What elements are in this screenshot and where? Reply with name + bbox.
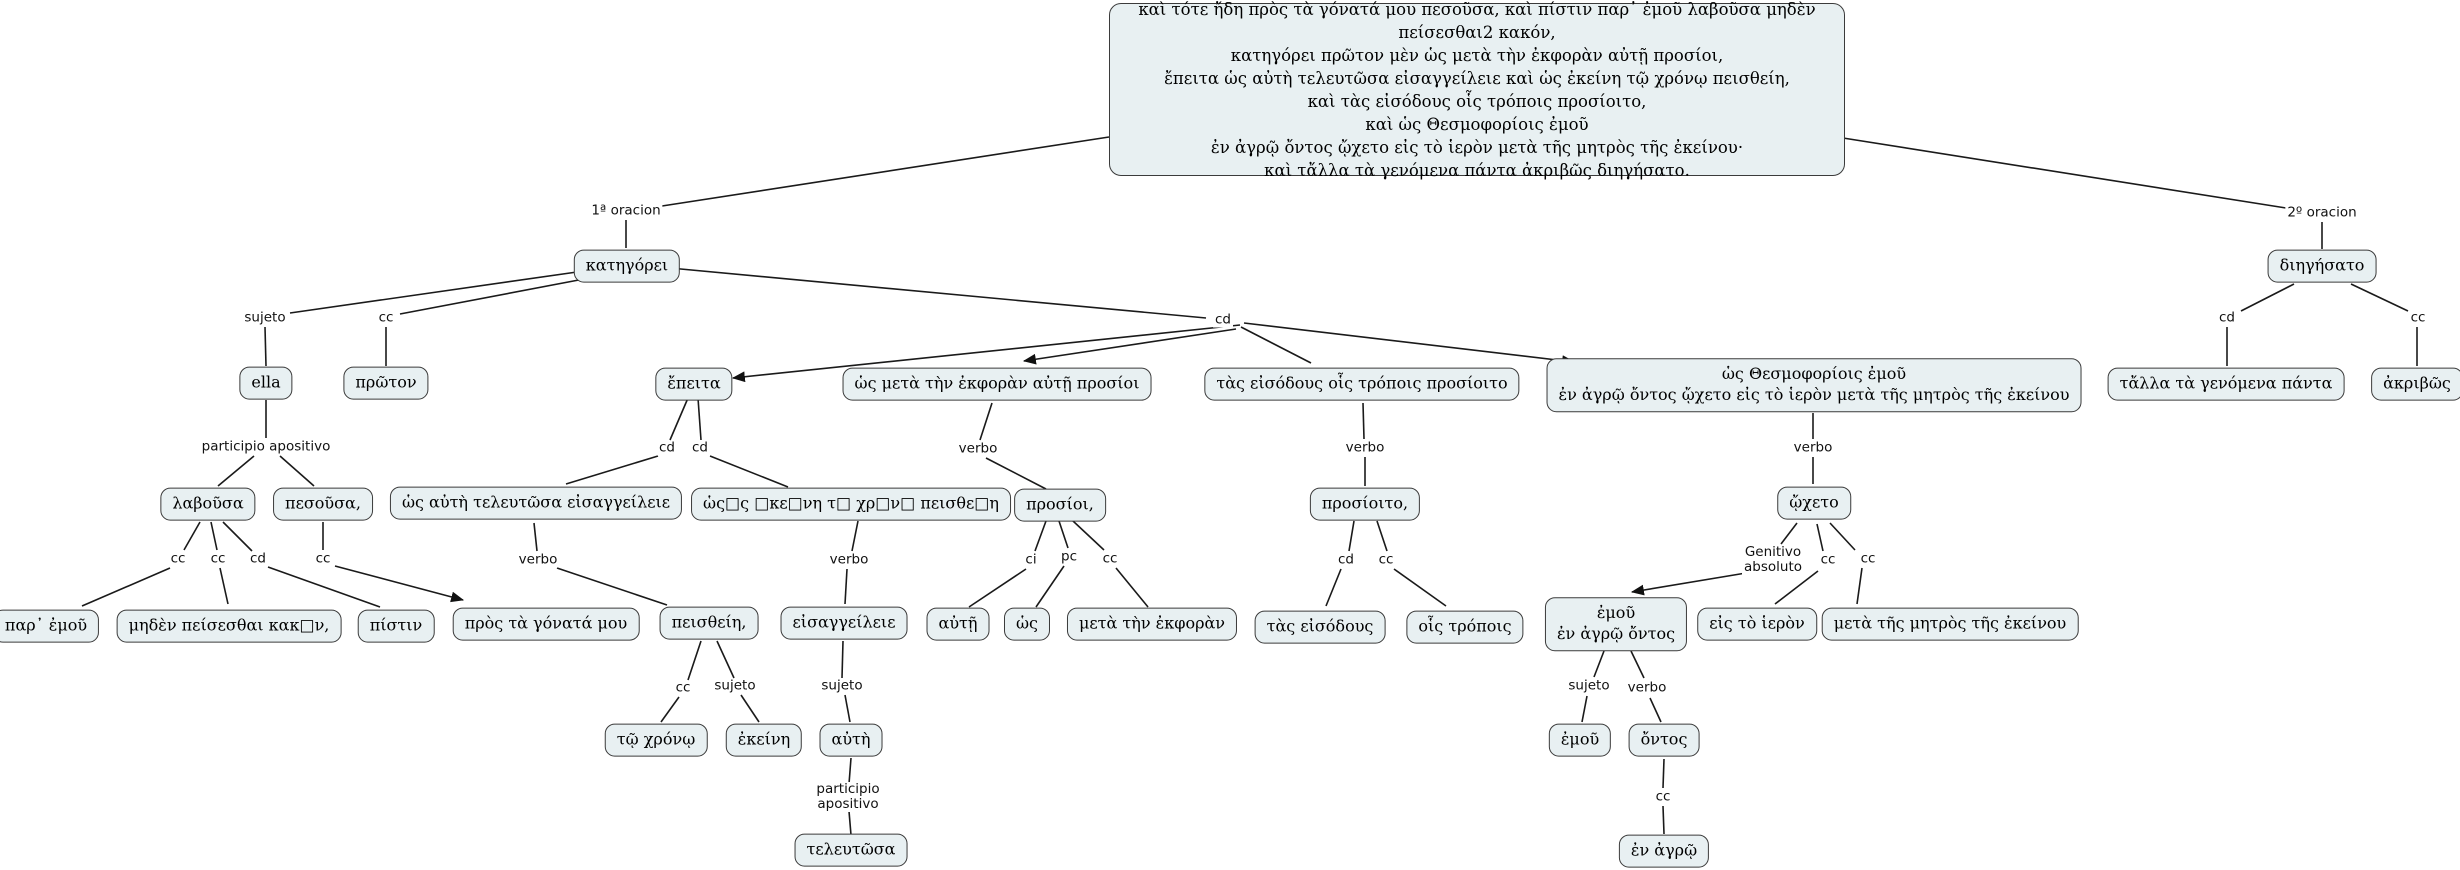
link-label-verbo[interactable]: verbo [1793, 439, 1833, 456]
node-ontos[interactable]: ὄντος [1629, 724, 1700, 757]
link-label-cd[interactable]: cd [659, 439, 675, 456]
link-label-cc[interactable]: cc [675, 679, 691, 696]
sentence-line: καὶ τότε ἤδη πρὸς τὰ γόνατά μου πεσοῦσα, καὶ πίστιν παρ᾽ ἐμοῦ λαβοῦσα μηδὲν πείσεσθαι2 κακόν, [1138, 0, 1816, 42]
link-label-sujeto[interactable]: sujeto [714, 677, 756, 694]
link-label-oracion1[interactable]: 1ª oracion [591, 202, 661, 219]
node-ekeine[interactable]: ἐκείνη [726, 724, 802, 757]
node-thesmophoria-clause[interactable] [1547, 358, 2082, 412]
node-meden-peisesthai[interactable]: μηδὲν πείσεσθαι κακ□ν, [117, 610, 342, 643]
link-label-cc[interactable]: cc [1860, 550, 1876, 567]
node-hos-meta-clause[interactable]: ὡς μετὰ τὴν ἐκφορὰν αὐτῇ προσίοι [843, 368, 1152, 401]
node-meta-ten-ekphoran[interactable]: μετὰ τὴν ἐκφορὰν [1067, 608, 1237, 641]
node-hois-tropois[interactable]: οἷς τρόποις [1406, 611, 1523, 644]
node-prosioito[interactable]: προσίοιτο, [1310, 488, 1420, 521]
link-label-verbo[interactable]: verbo [958, 440, 998, 457]
link-label-participio-apositivo[interactable] [814, 782, 881, 812]
link-label-verbo[interactable]: verbo [829, 551, 869, 568]
label-line: Genitivo [1744, 544, 1802, 560]
node-meta-tes-metros[interactable]: μετὰ τῆς μητρὸς τῆς ἐκείνου [1822, 608, 2079, 641]
node-ocheto[interactable]: ᾤχετο [1777, 487, 1851, 520]
link-label-sujeto[interactable]: sujeto [244, 309, 286, 326]
link-label-pc[interactable]: pc [1061, 548, 1077, 565]
node-hos[interactable]: ὡς [1004, 608, 1050, 641]
link-label-verbo[interactable]: verbo [1345, 439, 1385, 456]
node-proton[interactable]: πρῶτον [343, 367, 428, 400]
link-label-cd[interactable]: cd [250, 550, 266, 567]
node-en-agro[interactable]: ἐν ἀγρῷ [1619, 835, 1709, 868]
link-label-cc[interactable]: cc [1102, 550, 1118, 567]
node-par-emou[interactable]: παρ᾽ ἐμοῦ [0, 610, 99, 643]
link-label-cc[interactable]: cc [210, 550, 226, 567]
node-aute[interactable]: αὐτὴ [820, 724, 883, 757]
node-line: ἐν ἀγρῷ ὄντος [1556, 624, 1676, 643]
link-label-cc[interactable]: cc [1655, 788, 1671, 805]
node-pesousa[interactable]: πεσοῦσα, [273, 488, 373, 521]
node-diegesato[interactable]: διηγήσατο [2268, 250, 2377, 283]
node-tas-eisodous-clause[interactable]: τὰς εἰσόδους οἷς τρόποις προσίοιτο [1204, 368, 1519, 401]
sentence-line: κατηγόρει πρῶτον μὲν ὡς μετὰ τὴν ἐκφορὰν αὐτῇ προσίοι, [1230, 45, 1724, 65]
node-emou-en-agro[interactable] [1545, 597, 1687, 651]
link-label-verbo[interactable]: verbo [518, 551, 558, 568]
node-emou[interactable]: ἐμοῦ [1549, 724, 1611, 757]
sentence-line: ἔπειτα ὡς αὐτὴ τελευτῶσα εἰσαγγείλειε καὶ ὡς ἐκείνη τῷ χρόνῳ πεισθείη, [1164, 68, 1790, 88]
node-katigorei[interactable]: κατηγόρει [574, 250, 680, 283]
link-label-participio-apositivo[interactable]: participio apositivo [201, 438, 331, 455]
link-label-cd[interactable]: cd [2219, 309, 2235, 326]
node-epeita[interactable]: ἔπειτα [655, 368, 732, 401]
node-sentence-box[interactable] [1109, 0, 1845, 180]
link-label-sujeto[interactable]: sujeto [1568, 677, 1610, 694]
link-label-cc[interactable]: cc [2410, 309, 2426, 326]
node-hos-ekeine-clause[interactable]: ὡς□ς □κε□νη τ□ χρ□ν□ πεισθε□η [691, 488, 1011, 521]
node-tas-eisodous[interactable]: τὰς εἰσόδους [1255, 611, 1386, 644]
link-label-verbo[interactable]: verbo [1627, 679, 1667, 696]
sentence-line: καὶ ὡς Θεσμοφορίοις ἐμοῦ [1365, 114, 1589, 134]
link-label-cc[interactable]: cc [170, 550, 186, 567]
node-aute-dat[interactable]: αὐτῇ [927, 608, 990, 641]
link-label-genitivo-absoluto[interactable] [1742, 545, 1804, 575]
sentence-line: ἐν ἀγρῷ ὄντος ᾤχετο εἰς τὸ ἱερὸν μετὰ τῆς μητρὸς τῆς ἐκείνου· [1210, 137, 1744, 157]
node-line: ὡς Θεσμοφορίοις ἐμοῦ [1721, 364, 1907, 384]
link-label-cc[interactable]: cc [315, 550, 331, 567]
link-label-sujeto[interactable]: sujeto [821, 677, 863, 694]
node-line: ἐμοῦ [1596, 603, 1636, 623]
node-pistin[interactable]: πίστιν [358, 610, 435, 643]
node-to-chrono[interactable]: τῷ χρόνῳ [605, 724, 708, 757]
node-ella[interactable]: ella [239, 367, 292, 400]
node-line: ἐν ἀγρῷ ὄντος ᾤχετο εἰς τὸ ἱερὸν μετὰ τῆς μητρὸς τῆς ἐκείνου [1558, 385, 2070, 404]
node-peistheie[interactable]: πεισθείη, [660, 607, 759, 640]
node-pros-ta-gonata[interactable]: πρὸς τὰ γόνατά μου [453, 608, 640, 641]
link-label-cd[interactable]: cd [1338, 551, 1354, 568]
link-label-cc[interactable]: cc [378, 309, 394, 326]
link-label-ci[interactable]: ci [1025, 551, 1037, 568]
link-label-cd[interactable]: cd [1215, 311, 1231, 328]
node-teleutosa[interactable]: τελευτῶσα [795, 834, 908, 867]
link-label-oracion2[interactable]: 2º oracion [2287, 204, 2357, 221]
node-akribos[interactable]: ἀκριβῶς [2371, 368, 2460, 401]
node-hos-aute-clause[interactable]: ὡς αὐτὴ τελευτῶσα εἰσαγγείλειε [390, 487, 682, 520]
label-line: absoluto [1744, 559, 1802, 575]
sentence-line: καὶ τὰς εἰσόδους οἷς τρόποις προσίοιτο, [1307, 91, 1647, 111]
node-eis-to-hieron[interactable]: εἰς τὸ ἱερὸν [1697, 608, 1817, 641]
link-label-cd[interactable]: cd [692, 439, 708, 456]
node-labousa[interactable]: λαβοῦσα [160, 488, 255, 521]
node-talla[interactable]: τἄλλα τὰ γενόμενα πάντα [2108, 368, 2345, 401]
sentence-line: καὶ τἄλλα τὰ γενόμενα πάντα ἀκριβῶς διηγήσατο. [1264, 160, 1690, 180]
label-line: apositivo [817, 796, 879, 812]
node-eisangeileie[interactable]: εἰσαγγείλειε [781, 607, 908, 640]
link-label-cc[interactable]: cc [1820, 551, 1836, 568]
label-line: participio [816, 781, 880, 797]
node-prosioi[interactable]: προσίοι, [1014, 489, 1106, 522]
link-label-cc[interactable]: cc [1378, 551, 1394, 568]
